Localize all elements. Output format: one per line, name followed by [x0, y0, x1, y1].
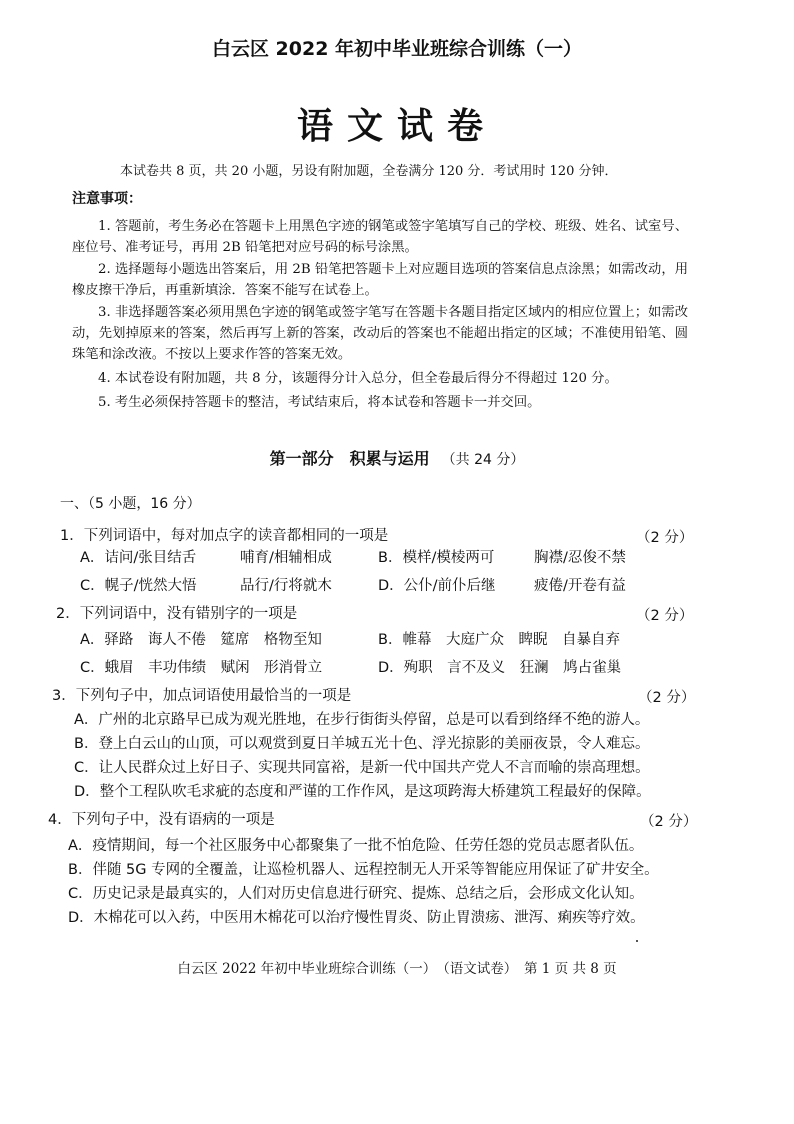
option-b1: B．模样/模棱两可	[378, 550, 495, 566]
option-d1: D．公仆/前仆后继	[378, 578, 496, 594]
option-c1: C．幌子/恍然大悟	[80, 578, 197, 594]
exam-series-title: 白云区 2022 年初中毕业班综合训练（一）	[211, 38, 583, 60]
part-one-title: 第一部分 积累与运用 （共 24 分）	[269, 449, 525, 468]
notice-item-3: 3. 非选择题答案必须用黑色字迹的钢笔或签字笔写在答题卡各题目指定区域内的相应位置上；如需改动，先划掉原来的答案，然后再写上新的答案，改动后的答案也不能超出指定的区域；不准使用铅笔、圆珠笔和涂改液。不按以上要求作答的答案无效。	[72, 305, 688, 362]
option-a2: 哺育/相辅相成	[240, 550, 332, 566]
question-1-stem: 1．下列词语中，每对加点字的读音都相同的一项是	[60, 528, 389, 544]
question-3-option-c: C．让人民群众过上好日子、实现共同富裕，是新一代中国共产党人不言而喻的崇高理想。	[74, 760, 650, 776]
question-3-option-b: B．登上白云山的山顶，可以观赏到夏日羊城五光十色、浮光掠影的美丽夜景，令人难忘。	[74, 736, 650, 752]
question-4-score: （2 分）	[640, 814, 698, 830]
notice-item-4: 4. 本试卷设有附加题，共 8 分，该题得分计入总分，但全卷最后得分不得超过 120 分。	[98, 371, 618, 386]
question-4-option-b: B．伴随 5G 专网的全覆盖，让巡检机器人、远程控制无人开采等智能应用保证了矿井安全。	[68, 862, 659, 878]
question-4-option-c: C．历史记录是最真实的，人们对历史信息进行研究、提炼、总结之后，会形成文化认知。	[68, 886, 644, 902]
option-b2: 胸襟/忍俊不禁	[534, 550, 626, 566]
notice-item-5: 5. 考生必须保持答题卡的整洁，考试结束后，将本试卷和答题卡一并交回。	[98, 395, 541, 410]
question-1-score: （2 分）	[636, 530, 694, 546]
question-4-option-d: D．木棉花可以入药，中医用木棉花可以治疗慢性胃炎、防止胃溃疡、泄泻、痢疾等疗效。	[68, 910, 645, 926]
option-d2: 疲倦/开卷有益	[534, 578, 626, 594]
option-c2: 品行/行将就木	[240, 578, 332, 594]
question-4-option-a: A．疫情期间，每一个社区服务中心都聚集了一批不怕危险、任劳任怨的党员志愿者队伍。	[68, 838, 644, 854]
option-a: A．驿路 诲人不倦 筵席 格物至知	[80, 632, 322, 648]
option-b: B．帷幕 大庭广众 睥睨 自暴自弃	[378, 632, 620, 648]
paper-title: 语文试卷	[296, 106, 497, 147]
question-3-option-a: A．广州的北京路早已成为观光胜地，在步行街街头停留，总是可以看到络绎不绝的游人。	[74, 712, 650, 728]
question-2-stem: 2．下列词语中，没有错别字的一项是	[56, 606, 298, 622]
scan-speck	[636, 940, 638, 942]
option-d: D．殉职 言不及义 狂澜 鸠占雀巢	[378, 660, 622, 676]
notice-item-2: 2. 选择题每小题选出答案后，用 2B 铅笔把答题卡上对应题目选项的答案信息点涂黑；如需改动，用橡皮擦干净后，再重新填涂．答案不能写在试卷上。	[72, 262, 688, 298]
question-3-score: （2 分）	[638, 690, 696, 706]
question-3-stem: 3．下列句子中，加点词语使用最恰当的一项是	[52, 688, 352, 704]
option-c: C．蛾眉 丰功伟绩 赋闲 形消骨立	[80, 660, 323, 676]
page-footer: 白云区 2022 年初中毕业班综合训练（一） （语文试卷） 第 1 页 共 8 页	[177, 961, 617, 977]
option-a1: A．诘问/张目结舌	[80, 550, 197, 566]
question-3-option-d: D．整个工程队吹毛求疵的态度和严谨的工作作风，是这项跨海大桥建筑工程最好的保障。	[74, 784, 651, 800]
section-one-heading: 一、（5 小题，16 分）	[60, 496, 201, 512]
question-4-stem: 4．下列句子中，没有语病的一项是	[48, 812, 275, 828]
question-2-score: （2 分）	[636, 608, 694, 624]
notice-item-1: 1. 答题前，考生务必在答题卡上用黑色字迹的钢笔或签字笔填写自己的学校、班级、姓名、试室号、座位号、准考证号，再用 2B 铅笔把对应号码的标号涂黑。	[72, 219, 688, 255]
paper-intro: 本试卷共 8 页，共 20 小题，另设有附加题，全卷满分 120 分．考试用时 120 分钟．	[120, 164, 618, 179]
notice-heading: 注意事项：	[72, 191, 142, 207]
